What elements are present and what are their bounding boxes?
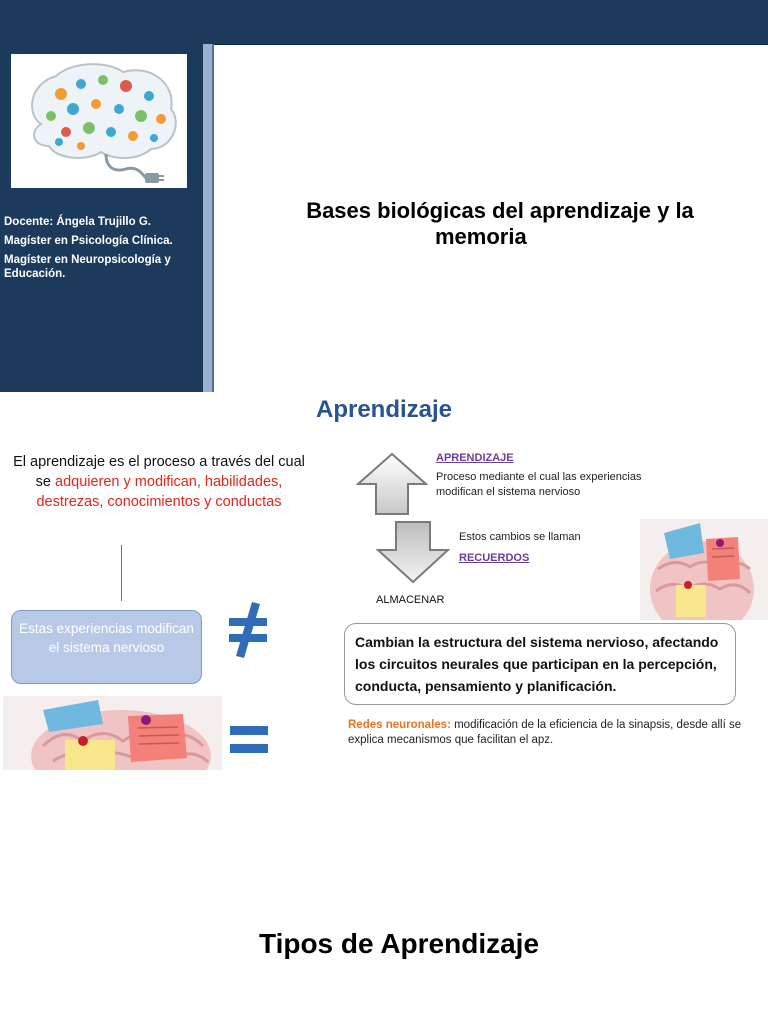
arrow-down-icon	[376, 520, 450, 584]
changes-text: Estos cambios se llaman	[459, 531, 581, 543]
learning-definition	[4, 452, 314, 512]
definition-text: El aprendizaje es el proceso a través del cual se	[13, 454, 305, 490]
connector-line	[121, 545, 122, 601]
arrow-up-icon	[356, 452, 428, 516]
slide-title	[240, 198, 760, 250]
brain-icon-image	[11, 54, 187, 188]
neural-networks-note	[348, 718, 748, 748]
section-heading: Aprendizaje	[315, 396, 453, 423]
teacher-degree-1: Magíster en Psicología Clínica.	[4, 235, 173, 247]
slide-title-line-1: Bases biológicas del aprendizaje y la	[306, 198, 694, 223]
aprendizaje-description: Proceso mediante el cual las experiencias modifican el sistema nervioso	[436, 471, 642, 498]
recuerdos-label: RECUERDOS	[459, 552, 530, 564]
teacher-info	[4, 215, 204, 286]
slide-title-line-2: memoria	[435, 224, 527, 249]
definition-highlight: adquieren y modifican, habilidades, destrezas, conocimientos y conductas	[36, 474, 283, 510]
types-of-learning-title: Tipos de Aprendizaje	[258, 928, 540, 959]
neural-networks-text: modificación de la eficiencia de la sinapsis, desde allí se explica mecanismos que facilitan el apz.	[348, 719, 742, 746]
brain-sticky-notes-image-2	[640, 519, 768, 620]
teacher-degree-2: Magíster en Neuropsicología y Educación.	[4, 254, 171, 280]
aprendizaje-label: APRENDIZAJE	[436, 452, 514, 464]
slide-header-bar	[0, 0, 768, 45]
neural-networks-label: Redes neuronales:	[348, 719, 451, 731]
teacher-name: Docente: Ángela Trujillo G.	[4, 216, 151, 228]
experiences-box: Estas experiencias modifican el sistema nervioso	[11, 610, 202, 684]
brain-sticky-notes-image	[3, 696, 222, 770]
not-equal-icon	[226, 600, 270, 660]
equal-icon	[228, 720, 270, 760]
structure-change-box: Cambian la estructura del sistema nervioso, afectando los circuitos neurales que participan en la percepción, conducta, pensamiento y planificación.	[344, 623, 736, 705]
almacenar-label: ALMACENAR	[376, 594, 445, 606]
side-panel-stripe	[203, 44, 214, 392]
